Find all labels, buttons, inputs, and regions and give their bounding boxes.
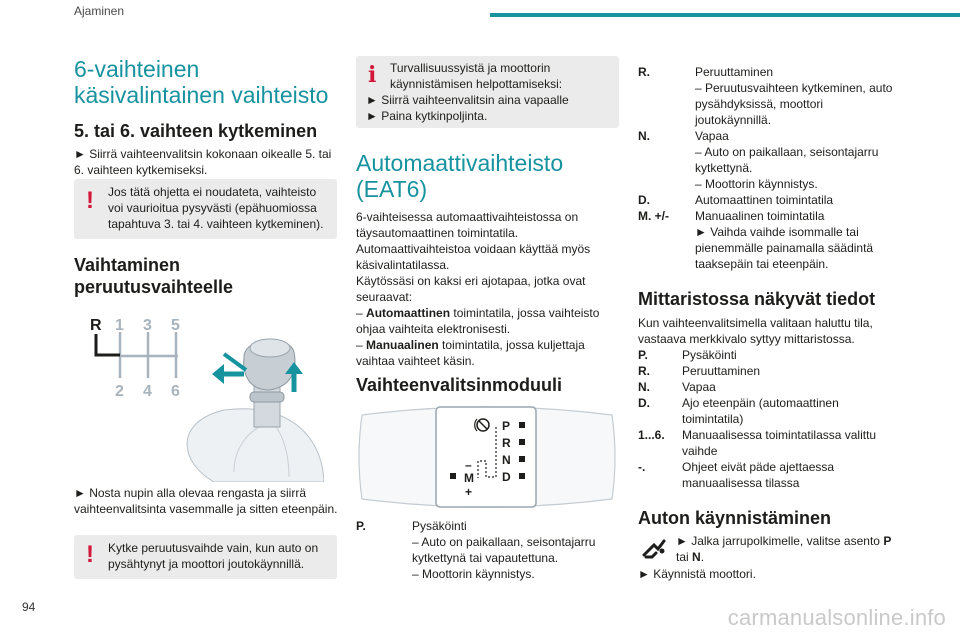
mode-auto-label: Automaattinen: [366, 306, 451, 320]
definition-desc: Vapaa: [695, 129, 729, 143]
indicator-term: -.: [638, 460, 646, 474]
indicator-term: D.: [638, 396, 650, 410]
gate-label-3: 3: [143, 317, 152, 334]
watermark: carmanualsonline.info: [727, 605, 946, 630]
mode-manual-dash: –: [356, 338, 363, 352]
indicator-desc: Ohjeet eivät päde ajettaessa manuaalisessa tilassa: [682, 460, 835, 490]
gate-label-1: 1: [115, 317, 124, 334]
warning-box-2: [74, 535, 337, 579]
module-label-d: D: [502, 470, 511, 484]
gear-5-6-text: ► Siirrä vaihteenvalitsin kokonaan oikealle 5. tai 6. vaihteen kytkemiseksi.: [74, 147, 332, 177]
gear-definitions: [638, 64, 908, 274]
start-step-1-p: P: [883, 534, 892, 548]
info-line-3: ► Paina kytkinpoljinta.: [366, 109, 488, 123]
definition-term: N.: [638, 129, 650, 143]
info-i-icon: i: [368, 62, 377, 88]
selector-module-illustration: [356, 403, 618, 511]
module-label-p: P: [502, 419, 511, 433]
definition-term: P.: [356, 519, 366, 533]
manual-gearbox-title: 6-vaihteinen käsivalintainen vaihteisto: [74, 56, 329, 109]
indicator-term: R.: [638, 364, 650, 378]
definition-desc: Pysäköinti: [412, 519, 467, 533]
module-label-n: N: [502, 453, 511, 467]
definition-desc: Peruuttaminen: [695, 65, 774, 79]
gate-label-6: 6: [171, 383, 180, 400]
warning-box-1: [74, 179, 337, 239]
definition-desc: ► Vaihda vaihde isommalle tai pienemmälle painamalla säädintä taaksepäin tai eteenpäin.: [695, 225, 874, 271]
gate-label-5: 5: [171, 317, 180, 334]
modes-intro: Käytössäsi on kaksi eri ajotapaa, jotka ovat seuraavat:: [356, 274, 586, 304]
module-label-minus: –: [465, 458, 472, 472]
indicator-desc: Vapaa: [682, 380, 716, 394]
indicator-term: P.: [638, 348, 648, 362]
warning-exclamation-icon: !: [86, 541, 94, 568]
gate-label-r: R: [90, 317, 102, 334]
info-line-2: ► Siirrä vaihteenvalitsin aina vapaalle: [366, 93, 569, 107]
definition-desc: – Moottorin käynnistys.: [695, 177, 818, 191]
definition-p: [356, 518, 618, 582]
mode-manual: [356, 337, 612, 369]
start-step-1-n: N: [692, 550, 701, 564]
info-line-1: Turvallisuussyistä ja moottorin käynnistämisen helpottamiseksi:: [390, 61, 563, 91]
mode-auto-text: toimintatila, jossa vaihteisto ohjaa vaihteita elektronisesti.: [356, 306, 600, 336]
cluster-info-intro: Kun vaihteenvalitsimella valitaan haluttu tila, vastaava merkkivalo syttyy mittaristossa.: [638, 316, 873, 346]
indicator-desc: Manuaalisessa toimintatilassa valittu vaihde: [682, 428, 877, 458]
reverse-gear-heading: Vaihtaminen peruutusvaihteelle: [74, 255, 234, 297]
gate-label-4: 4: [143, 383, 152, 400]
warning-exclamation-icon: !: [86, 187, 94, 214]
mode-manual-label: Manuaalinen: [366, 338, 439, 352]
start-step-1-text: ► Jalka jarrupolkimelle, valitse asento: [676, 534, 884, 548]
start-step-2: ► Käynnistä moottori.: [638, 567, 756, 581]
foot-on-pedal-icon: [640, 535, 668, 561]
definition-desc: Manuaalinen toimintatila: [695, 209, 825, 223]
mode-auto-dash: –: [356, 306, 363, 320]
start-step-1: [676, 533, 906, 565]
indicator-term: N.: [638, 380, 650, 394]
definition-desc: Automaattinen toimintatila: [695, 193, 834, 207]
header-accent-bar: [490, 13, 960, 17]
definition-desc: – Auto on paikallaan, seisontajarru kytkettynä tai vapautettuna.: [412, 535, 596, 565]
definition-desc: – Auto on paikallaan, seisontajarru kytkettynä.: [695, 145, 879, 175]
automatic-gearbox-title: Automaattivaihteisto (EAT6): [356, 150, 564, 203]
automatic-intro: 6-vaihteisessa automaattivaihteistossa on täysautomaattinen toimintatila. Automaattivaihteistoa voidaan käyttää myös käsivalintatilassa.: [356, 210, 591, 272]
reverse-gear-text: ► Nosta nupin alla olevaa rengasta ja siirrä vaihteenvalitsinta vasemmalle ja sitten eteenpäin.: [74, 486, 338, 516]
definition-term: M. +/-: [638, 209, 670, 223]
start-step-1-end: .: [700, 550, 705, 564]
warning-2-text: Kytke peruutusvaihde vain, kun auto on pysähtynyt ja moottori joutokäynnillä.: [108, 541, 319, 571]
warning-1-text: Jos tätä ohjetta ei noudateta, vaihteisto voi vaurioitua pysyvästi (epähuomiossa tapahtuva 3. tai 4. vaihteen kytkeminen).: [108, 185, 324, 231]
definition-desc: – Peruutusvaihteen kytkeminen, auto pysähdyksissä, moottori joutokäynnillä.: [695, 81, 893, 127]
cluster-info-heading: Mittaristossa näkyvät tiedot: [638, 289, 876, 309]
page-number: 94: [22, 600, 36, 614]
indicator-desc: Pysäköinti: [682, 348, 737, 362]
module-label-plus: +: [465, 485, 473, 499]
indicator-term: 1...6.: [638, 428, 665, 442]
gear-5-6-heading: 5. tai 6. vaihteen kytkeminen: [74, 121, 318, 141]
start-step-1-or: tai: [676, 550, 693, 564]
section-label: Ajaminen: [74, 4, 125, 18]
definition-term: R.: [638, 65, 650, 79]
definition-desc: – Moottorin käynnistys.: [412, 567, 535, 581]
mode-automatic: [356, 305, 612, 337]
starting-car-heading: Auton käynnistäminen: [638, 508, 832, 528]
info-box: [356, 56, 619, 128]
gate-label-2: 2: [115, 383, 124, 400]
module-label-m: M: [464, 471, 474, 485]
indicator-definitions: [638, 347, 908, 497]
definition-term: D.: [638, 193, 650, 207]
selector-module-heading: Vaihteenvalitsinmoduuli: [356, 375, 563, 395]
gear-shift-illustration: [84, 312, 324, 482]
indicator-desc: Ajo eteenpäin (automaattinen toimintatila): [682, 396, 839, 426]
indicator-desc: Peruuttaminen: [682, 364, 761, 378]
module-label-r: R: [502, 436, 511, 450]
mode-manual-text: toimintatila, jossa kuljettaja vaihtaa vaihteet käsin.: [356, 338, 585, 368]
